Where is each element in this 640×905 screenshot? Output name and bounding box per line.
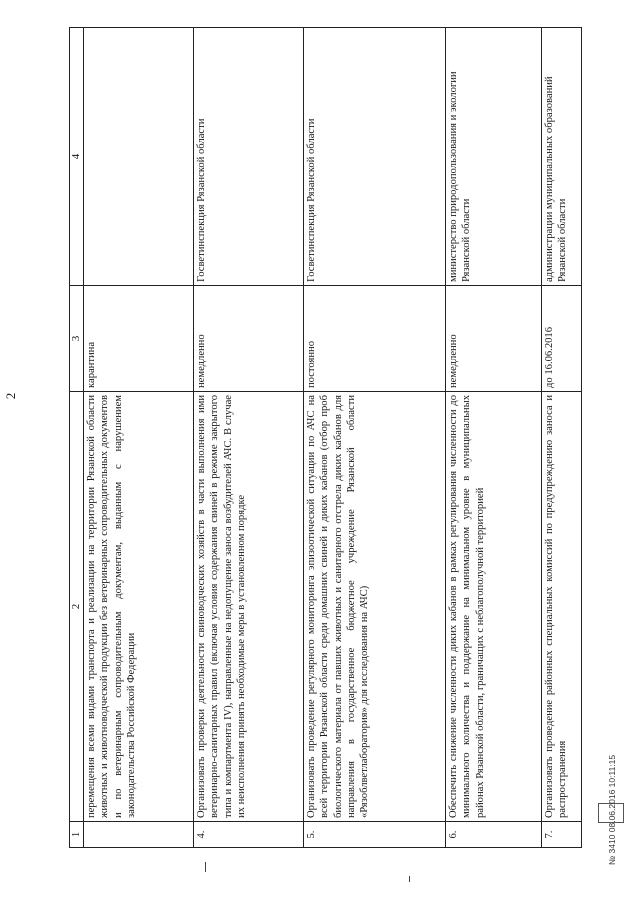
row-term: карантина	[84, 286, 194, 392]
table-row	[542, 28, 582, 848]
row-responsible: администрации муниципальных образований Рязанской области	[542, 28, 582, 286]
row-action: Организовать проведение регулярного мониторинга эпизоотической ситуации по АЧС на всей территории Рязанской области среди домашних свиней и диких кабанов (отбор проб биологического материала от павших животных и санитарного отстрела диких кабанов для направления в государственное бюджетное учреждение Рязанской области «Рязоблветлаборатория» для исследования на АЧС)	[304, 392, 446, 822]
scan-mark-center	[409, 876, 410, 882]
row-number: 4.	[194, 822, 304, 848]
row-number: 6.	[446, 822, 542, 848]
row-number: 7.	[542, 822, 582, 848]
row-action: Организовать проверки деятельности свиноводческих хозяйств в части выполнения ими ветеринарно-санитарных правил (включая условия содержания свиней в режиме закрытого типа и компартмента IV), направленные на недопущение заноса возбудителей АЧС. В случае их неисполнения принять необходимые меры в установленном порядке	[194, 392, 304, 822]
row-action: Организовать проведение районных специальных комиссий по предупреждению заноса и распространения	[542, 392, 582, 822]
row-action: перемещения всеми видами транспорта и реализации на территории Рязанской области животных и животноводческой продукции без ветеринарных сопроводительных документов и по ветеринарным сопроводительным документам, выданным с нарушением законодательства Российской Федерации	[84, 392, 194, 822]
row-responsible: Госветинспекция Рязанской области	[194, 28, 304, 286]
measures-table-container	[69, 28, 591, 848]
row-responsible: министерство природопользования и экологии Рязанской области	[446, 28, 542, 286]
row-number: 5.	[304, 822, 446, 848]
header-col-3: 3	[70, 286, 84, 392]
measures-table	[69, 27, 582, 848]
row-responsible	[84, 28, 194, 286]
row-term: до 16.06.2016	[542, 286, 582, 392]
row-number	[84, 822, 194, 848]
header-col-1: 1	[70, 822, 84, 848]
page-number: 2	[3, 392, 18, 400]
row-term: постоянно	[304, 286, 446, 392]
scan-mark-left	[205, 862, 206, 872]
header-col-4: 4	[70, 28, 84, 286]
table-row	[84, 28, 194, 848]
table-row	[194, 28, 304, 848]
row-responsible: Госветинспекция Рязанской области	[304, 28, 446, 286]
table-row	[304, 28, 446, 848]
document-reference: № 3410 08.06.2016 10:11:15	[607, 754, 617, 865]
table-header-row	[70, 28, 84, 848]
row-term: немедленно	[194, 286, 304, 392]
table-row	[446, 28, 542, 848]
row-term: немедленно	[446, 286, 542, 392]
header-col-2: 2	[70, 392, 84, 822]
row-action: Обеспечить снижение численности диких кабанов в рамках регулирования численности до минимального количества и поддержание на минимальном уровне в муниципальных районах Рязанской области, граничащих с неблагополучной территорией	[446, 392, 542, 822]
